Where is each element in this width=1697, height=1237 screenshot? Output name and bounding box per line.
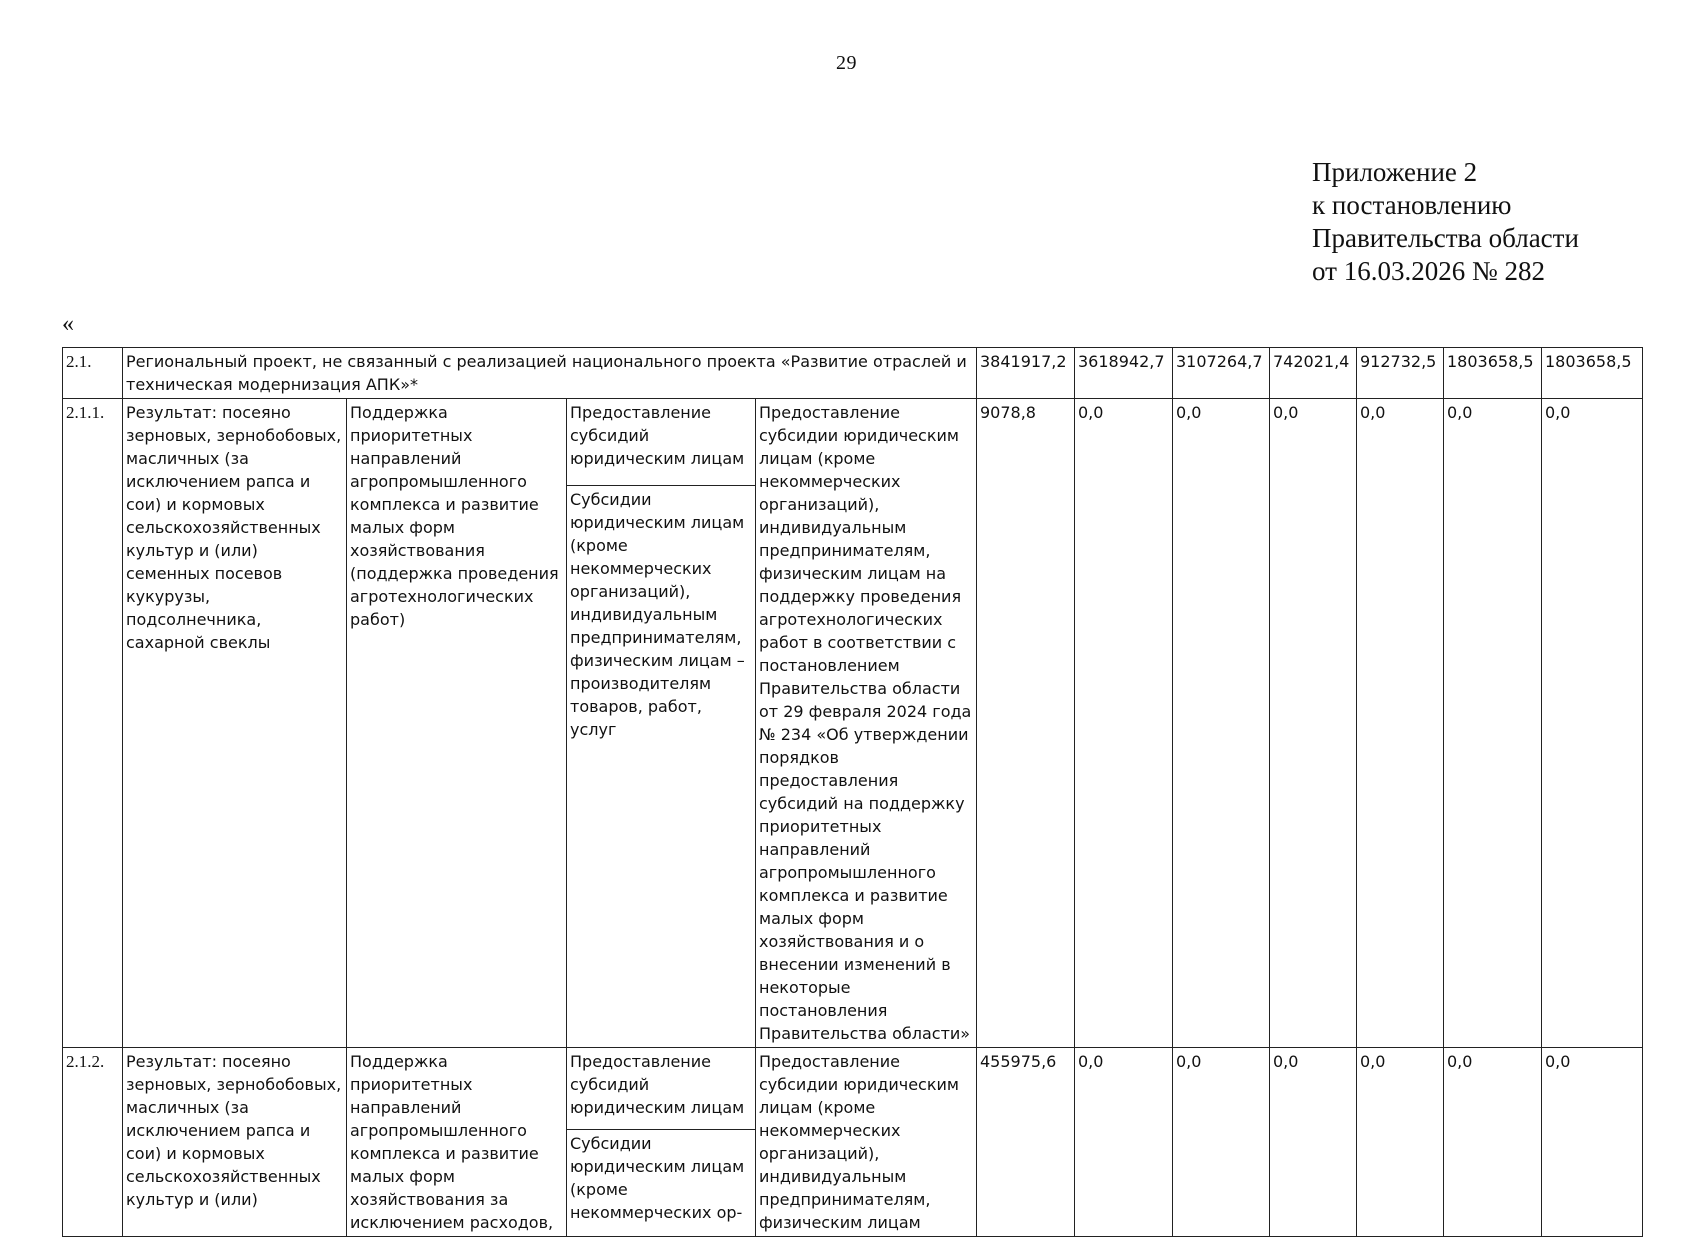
opening-quote-mark: « xyxy=(62,311,74,337)
value-cell: 0,0 xyxy=(1444,1048,1542,1237)
table-row-2-1-1 xyxy=(63,399,1643,486)
measure-cell: Поддержка приоритетных направлений агропромышленного комплекса и развитие малых форм хозяйствования за исключением расходов, xyxy=(347,1048,567,1237)
recipients-cell: Субсидии юридическим лицам (кроме некоммерческих ор- xyxy=(567,1129,756,1236)
value-cell: 0,0 xyxy=(1270,399,1357,1048)
value-cell: 455975,6 xyxy=(977,1048,1075,1237)
value-cell: 0,0 xyxy=(1075,1048,1173,1237)
value-cell: 3841917,2 xyxy=(977,348,1075,399)
value-cell: 9078,8 xyxy=(977,399,1075,1048)
support-type-cell: Предоставление субсидий юридическим лицам xyxy=(567,399,756,486)
value-cell: 0,0 xyxy=(1075,399,1173,1048)
value-cell: 0,0 xyxy=(1542,399,1643,1048)
appendix-block xyxy=(1312,156,1579,288)
appendix-line: от 16.03.2026 № 282 xyxy=(1312,256,1545,286)
value-cell: 742021,4 xyxy=(1270,348,1357,399)
value-cell: 0,0 xyxy=(1357,1048,1444,1237)
project-title: Региональный проект, не связанный с реализацией национального проекта «Развитие отраслей и техническая модернизация АПК»* xyxy=(123,348,977,399)
appendix-line: к постановлению xyxy=(1312,190,1512,220)
row-number: 2.1.1. xyxy=(63,399,123,1048)
value-cell: 0,0 xyxy=(1542,1048,1643,1237)
value-cell: 0,0 xyxy=(1444,399,1542,1048)
appendix-line: Правительства области xyxy=(1312,223,1579,253)
page-number: 29 xyxy=(836,52,857,74)
table-row-2-1-2 xyxy=(63,1048,1643,1130)
recipients-cell: Субсидии юридическим лицам (кроме некоммерческих организаций), индивидуальным предпринимателям, физическим лицам – производителям товаров, работ, услуг xyxy=(567,486,756,1048)
value-cell: 0,0 xyxy=(1270,1048,1357,1237)
description-cell: Предоставление субсидии юридическим лицам (кроме некоммерческих организаций), индивидуальным предпринимателям, физическим лицам xyxy=(756,1048,977,1237)
value-cell: 1803658,5 xyxy=(1542,348,1643,399)
value-cell: 1803658,5 xyxy=(1444,348,1542,399)
value-cell: 0,0 xyxy=(1173,399,1270,1048)
value-cell: 3107264,7 xyxy=(1173,348,1270,399)
result-cell: Результат: посеяно зерновых, зернобобовых, масличных (за исключением рапса и сои) и кормовых сельскохозяйственных культур и (или) xyxy=(123,1048,347,1237)
description-cell: Предоставление субсидии юридическим лицам (кроме некоммерческих организаций), индивидуальным предпринимателям, физическим лицам на поддержку проведения агротехнологических работ в соответствии с постановлением Правительства области от 29 февраля 2024 года № 234 «Об утверждении порядков предоставления субсидий на поддержку приоритетных направлений агропромышленного комплекса и развитие малых форм хозяйствования и о внесении изменений в некоторые постановления Правительства области» xyxy=(756,399,977,1048)
value-cell: 0,0 xyxy=(1357,399,1444,1048)
support-type-cell: Предоставление субсидий юридическим лицам xyxy=(567,1048,756,1130)
table-row-2-1 xyxy=(63,348,1643,399)
measure-cell: Поддержка приоритетных направлений агропромышленного комплекса и развитие малых форм хозяйствования (поддержка проведения агротехнологических работ) xyxy=(347,399,567,1048)
value-cell: 3618942,7 xyxy=(1075,348,1173,399)
value-cell: 912732,5 xyxy=(1357,348,1444,399)
value-cell: 0,0 xyxy=(1173,1048,1270,1237)
appendix-line: Приложение 2 xyxy=(1312,157,1478,187)
row-number: 2.1. xyxy=(63,348,123,399)
row-number: 2.1.2. xyxy=(63,1048,123,1237)
subsidy-table xyxy=(62,347,1643,1237)
result-cell: Результат: посеяно зерновых, зернобобовых, масличных (за исключением рапса и сои) и кормовых сельскохозяйственных культур и (или) семенных посевов кукурузы, подсолнечника, сахарной свеклы xyxy=(123,399,347,1048)
